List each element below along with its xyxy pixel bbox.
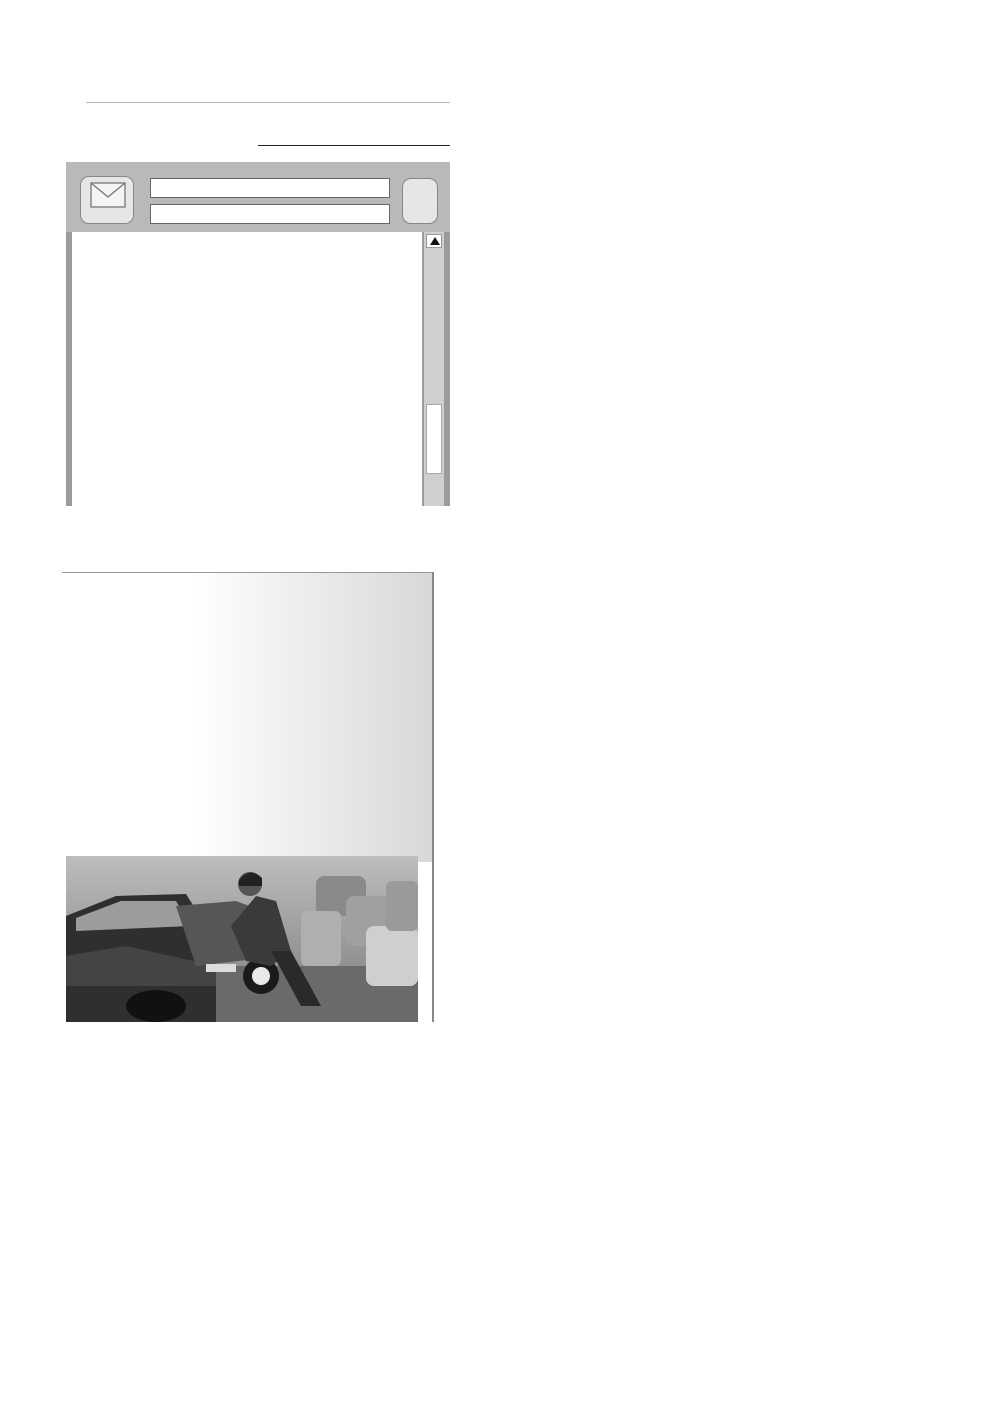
- arrow-up-icon: [430, 237, 440, 245]
- film-photo: [66, 856, 418, 1022]
- new-email-button[interactable]: [80, 176, 134, 224]
- divider: [62, 572, 434, 573]
- email-border: [432, 572, 434, 1022]
- envelope-icon: [90, 181, 126, 209]
- email-body: [72, 232, 422, 506]
- background-gradient: [62, 572, 434, 862]
- email-body-text-bottom: [69, 575, 429, 587]
- email-continued: [62, 572, 434, 1022]
- scrollbar[interactable]: [424, 232, 444, 506]
- film-still-image: [66, 856, 418, 1022]
- from-field[interactable]: [150, 204, 390, 224]
- email-window: [66, 162, 450, 506]
- divider: [86, 102, 450, 103]
- to-field[interactable]: [150, 178, 390, 198]
- scroll-thumb[interactable]: [426, 404, 442, 474]
- send-button[interactable]: [402, 178, 438, 224]
- answer-blank-line: [258, 145, 450, 146]
- scroll-up-button[interactable]: [426, 234, 442, 248]
